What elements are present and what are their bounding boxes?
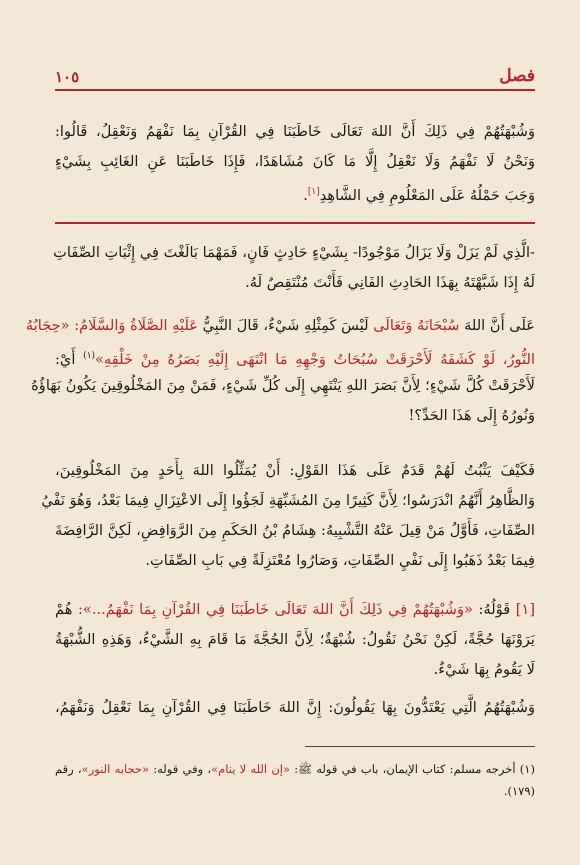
text-line-content: وَجَبَ حَمْلُهُ عَلَى المَعْلُومِ فِي الشَّاهِدِ xyxy=(319,186,535,204)
commentary-paragraph xyxy=(41,456,535,576)
footnote-line: (١٧٩). xyxy=(503,784,535,798)
footnote xyxy=(55,758,535,802)
hadith-paragraph xyxy=(25,311,536,431)
footnote-ref: (١) xyxy=(83,351,96,361)
text-line: لَأَحْرَقَتْ كُلَّ شَيْءٍ؛ لِأَنَّ بَصَرَ اللهِ يَنْتَهِي إِلَى كُلِّ شَيْءٍ، فَمَنْ مِنَ المَخْلُوقِينَ يَكُونُ بَهَاؤُهُ xyxy=(31,377,535,394)
text-line: فَكَيْفَ يَثْبُتُ لَهُمْ قَدَمٌ عَلَى هَذَا القَوْلِ: أَنْ يُمَثِّلُوا اللهَ بِأَحَدٍ مِنَ المَخْلُوقِينَ، xyxy=(55,462,535,479)
commentary-paragraph xyxy=(55,238,535,298)
text-fragment: عَلَى أَنَّ اللهَ xyxy=(464,317,535,334)
header-rule xyxy=(55,89,535,91)
footnote-divider xyxy=(305,746,535,747)
text-line: وَشُبْهَتُهُمْ فِي ذَلِكَ أَنَّ اللهَ تَعَالَى خَاطَبَنَا فِي القُرْآنِ بِمَا نَفْهَمُ وَنَعْقِلُ، قَالُوا: xyxy=(55,123,535,140)
text-line: -الَّذِي لَمْ يَزَلْ وَلَا يَزَالُ مَوْجُودًا- بِشَيْءٍ حَادِثٍ فَانٍ، فَمَهْمَا بَالَغْتَ فِي إِثْبَاتِ الصِّفَاتِ xyxy=(53,244,535,261)
note-marker: [١] xyxy=(307,187,320,197)
text-line: وَجَبَ حَمْلُهُ عَلَى المَعْلُومِ فِي الشَّاهِدِ[١]. xyxy=(303,186,535,204)
text-fragment: لَيْسَ كَمِثْلِهِ شَيْءٌ، قَالَ النَّبِيُّ xyxy=(202,317,369,334)
section-title: فصل xyxy=(499,66,535,86)
matn-paragraph xyxy=(55,117,535,207)
text-fragment: أَيْ: xyxy=(55,350,76,368)
quoted-hadith: «حجابه النور» xyxy=(81,762,150,776)
text-line: فِيمَا بَعْدُ ذَهَبُوا إِلَى نَفْيِ الصِّفَاتِ، وَصَارُوا مُعْتَزِلَةً فِي بَابِ الصِّفَاتِ. xyxy=(145,552,535,569)
footnote-line xyxy=(55,758,535,780)
text-line: لَهُ إِذَا شَبَّهْتَهُ بِهَذَا الحَادِثِ الفَانِي فَأَنْتَ مُنْتَقِصٌ لَهُ. xyxy=(245,274,535,291)
praise-phrase: سُبْحَانَهُ وَتَعَالَى xyxy=(373,317,460,334)
page-header xyxy=(55,58,535,86)
text-line: وَنُورُهُ إِلَى هَذَا الحَدِّ؟! xyxy=(408,407,535,424)
text-fragment: قَوْلُهُ: xyxy=(478,601,511,618)
note-marker: [١] xyxy=(515,601,536,618)
text-line xyxy=(55,595,535,625)
text-fragment: (١) أخرجه مسلم: كتاب الإيمان، باب في قوله ﷺ: xyxy=(294,762,535,776)
text-line: وَالظَّاهِرُ أَنَّهُمُ انْدَرَسُوا؛ لِأَنَّ كَثِيرًا مِنَ المُشَبِّهَةِ لَجَؤُوا إِلَى الاعْتِزَالِ فِيمَا بَعْدُ، وَهُوَ نَفْيُ xyxy=(41,492,535,509)
quoted-hadith: «إن الله لا ينام» xyxy=(211,762,290,776)
explanation-paragraph xyxy=(55,595,535,723)
section-divider xyxy=(55,222,535,224)
hadith-quote: «حِجَابُهُ xyxy=(25,317,70,334)
hadith-quote: النُّورُ، لَوْ كَشَفَهُ لَأَحْرَقَتْ سُبُحَاتُ وَجْهِهِ مَا انْتَهَى إِلَيْهِ بَصَرُهُ مِنْ خَلْقِهِ» xyxy=(95,350,536,368)
text-line xyxy=(25,311,535,341)
text-line: لَا يَقُومُ بِهَا شَيْءٌ. xyxy=(433,661,535,678)
text-fragment: هُمْ xyxy=(55,601,73,618)
text-line: يَرَوْنَهَا حُجَّةً، لَكِنْ نَحْنُ نَقُولُ: شُبْهَةٌ؛ لِأَنَّ الحُجَّةَ مَا قَامَ بِهِ الشَّيْءُ، وَهَذِهِ الشُّبْهَةُ xyxy=(55,631,535,648)
text-fragment: ، وفي قوله: xyxy=(153,762,212,776)
text-line: وَشُبْهَتُهُمُ الَّتِي يَعْتَدُّونَ بِهَا يَقُولُونَ: إِنَّ اللهَ خَاطَبَنَا فِي القُرْآنِ بِمَا نَعْقِلُ وَنَفْهَمُ، xyxy=(55,699,535,716)
salutation-phrase: عَلَيْهِ الصَّلَاةُ وَالسَّلَامُ: xyxy=(74,317,198,334)
quoted-matn: «وَشُبْهَتُهُمْ فِي ذَلِكَ أَنَّ اللهَ تَعَالَى خَاطَبَنَا فِي القُرْآنِ بِمَا نَفْهَمُ...»: xyxy=(77,601,473,618)
text-fragment: ، رقم xyxy=(55,762,82,776)
text-line xyxy=(55,341,535,371)
text-line: وَنَحْنُ لَا نَفْهَمُ وَلَا نَعْقِلُ إِلَّا مَا كَانَ مُشَاهَدًا، فَإِذَا خَاطَبَنَا عَنِ الغَائِبِ بِشَيْءٍ xyxy=(55,153,535,170)
text-line: الصِّفَاتِ، فَأَوَّلُ مَنْ قِيلَ عَنْهُ التَّشْبِيهُ: هِشَامُ بْنُ الحَكَمِ مِنَ الرَّوَافِضِ، لَكِنَّ الرَّافِضَةَ xyxy=(55,522,535,539)
page-number: ١٠٥ xyxy=(55,68,80,86)
